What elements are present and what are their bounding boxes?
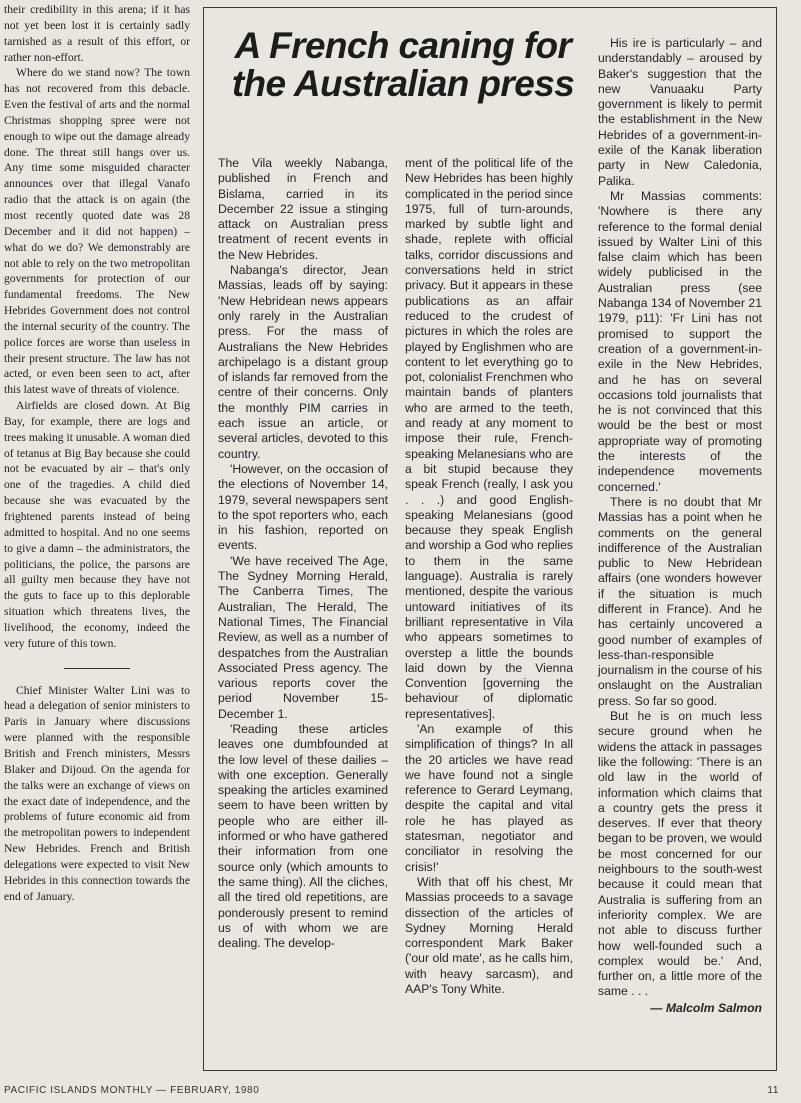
article-paragraph: There is no doubt that Mr Massias has a point when he comments on the general indifference of the Australian public to New Hebridean affairs (one wonders however if the situation is much different in France). And he has certainly uncovered a good number of examples of less-than-responsible journalism in the course of his onslaught on the Australian press. So far so good.	[598, 494, 762, 708]
article-paragraph: With that off his chest, Mr Massias proceeds to a savage dissection of the articles of Sydney Morning Herald correspondent Mark Baker ('our old mate', as he calls him, with heavy sarcasm), and AAP's Tony White.	[405, 874, 573, 997]
article-byline: — Malcolm Salmon	[650, 1000, 762, 1015]
article-column-3	[598, 36, 762, 1016]
left-paragraph-2: Where do we stand now? The town has not recovered from this debacle. Even the festival of arts and the normal Christmas shopping spree were not enough to wipe out the damage already done. The threat still hangs over us. Any time some misguided character announces over that illegal Vanafo radio that the attack is on again (the most recently quoted date was 28 December and it did not happen) – what do we do? We demonstrably are not able to rely on the two metropolitan governments for protection of our fundamental freedoms. The New Hebrides Government does not control the internal security of the country. The police forces are worse than useless in their present structure. The law has not acted, or even been seen to act, after this latest wave of threats of violence.	[4, 66, 190, 397]
left-column-text	[4, 2, 190, 904]
article-paragraph: 'An example of this simplification of things? In all the 20 articles we have read we have found not a single reference to Gerard Leymang, despite the capital and vital role he has played as statesman, negotiator and conciliator in resolving the crisis!'	[405, 721, 573, 874]
article-paragraph: Mr Massias comments: 'Nowhere is there any reference to the formal denial issued by Walter Lini of this false claim which has been widely publicised in the Australian press (see Nabanga 134 of November 21 1979, p11): 'Fr Lini has not promised to support the creation of a government-in-exile in the New Hebrides, and he has on several occasions told journalists that he is not convinced that this would be the best or most appropriate way of promoting the interests of the independence movements concerned.'	[598, 188, 762, 494]
article-paragraph: But he is on much less secure ground when he widens the attack in passages like the following: 'There is an old law in the world of information which claims that a country gets the press it deserves. If ever that theory began to be proven, we would be most concerned for our neighbours to the south-west because it could mean that Australia is suffering from an inferiority complex. We are not able to discuss further how well-founded such a complex would be.' And, further on, a little more of the same . . .	[598, 709, 762, 999]
article-paragraph: His ire is particularly – and understandably – aroused by Baker's suggestion that the new Vanuaaku Party government is likely to permit the establishment in the New Hebrides of a government-in-exile of the Kanak liberation party in New Caledonia, Palika.	[598, 36, 762, 188]
article-paragraph: 'Reading these articles leaves one dumbfounded at the low level of these dailies – with one exception. Generally speaking the articles examined seem to have been written by people who are either ill-informed or who have gathered their information from one source only (which amounts to the same thing). All the cliches, all the tired old repetitions, are ponderously present to remind us of with whom we are dealing. The develop-	[218, 721, 388, 951]
article-column-2	[405, 156, 573, 997]
page-footer	[4, 1085, 779, 1096]
article-box	[203, 7, 777, 1071]
publication-line: PACIFIC ISLANDS MONTHLY — FEBRUARY, 1980	[4, 1085, 260, 1096]
left-paragraph-4: Chief Minister Walter Lini was to head a delegation of senior ministers to Paris in January where discussions were planned with the responsible British and French ministers, Messrs Blaker and Dijoud. On the agenda for the talks were an exchange of views on the exact date of independence, and the problems of future economic aid from the metropolitan powers to independent New Hebrides. French and British delegations were expected to visit New Hebrides in this connection towards the end of January.	[4, 683, 190, 903]
left-paragraph-1: their credibility in this arena; if it has not yet been lost it is certainly sadly tarnished as a result of this effort, or rather non-effort.	[4, 3, 190, 64]
article-paragraph: ment of the political life of the New Hebrides has been highly complicated in the period since 1975, full of turn-arounds, marked by subtle light and shade, replete with official talks, corridor discussions and conversations held in strict privacy. But it appears in these publications as an affair reduced to the crudest of pictures in which the roles are played by Englishmen who are content to let everything go to pot, colonialist Frenchmen who maintain bands of planters who are armed to the teeth, and ready at any moment to impose their rule, French-speaking Melanesians who are a bit stupid because they speak French (really, I ask you . . .) and good English-speaking Melanesians (good because they speak English and worship a God who replies to them in the same language). Australia is rarely mentioned, despite the various untoward initiatives of its brilliant representative in Vila who appears sometimes to overstep a little the bounds laid down by the Vienna Convention [governing the behaviour of diplomatic representatives].	[405, 156, 574, 721]
article-paragraph: 'However, on the occasion of the elections of November 14, 1979, several newspapers sent to the spot reporters who, each in his fashion, reported on events.	[218, 461, 388, 553]
article-paragraph: 'We have received The Age, The Sydney Morning Herald, The Canberra Times, The Australian, The Herald, The National Times, The Financial Review, as well as a number of despatches from the Australian Associated Press agency. The various reports cover the period November 15-December 1.	[218, 553, 388, 721]
article-paragraph: Nabanga's director, Jean Massias, leads off by saying: 'New Hebridean news appears only rarely in the Australian press. For the mass of Australians the New Hebrides archipelago is a distant group of islands far removed from the centre of their concerns. Only the monthly PIM carries in each issue an article, or several articles, devoted to this country.	[218, 263, 388, 461]
section-divider	[64, 668, 130, 669]
article-column-1	[218, 156, 388, 951]
page-number: 11	[767, 1085, 779, 1096]
article-headline: A French caning for the Australian press	[231, 25, 575, 104]
left-paragraph-3: Airfields are closed down. At Big Bay, for example, there are logs and trees making it unusable. A woman died of tetanus at Big Bay because she could not be evacuated by air – that's only one of the tragedies. A child died because she was evacuated by the frightened parents instead of being admitted to hospital. And no one seems to give a damn – the administrators, the politicians, the police, the parsons are all guilty men because they have not the guts to face up to this deplorable situation which threatens lives, the livelihood, the economy, indeed the very future of this town.	[4, 399, 190, 650]
article-paragraph: The Vila weekly Nabanga, published in French and Bislama, carried in its December 22 issue a stinging attack on Australian press treatment of recent events in the New Hebrides.	[218, 156, 388, 262]
